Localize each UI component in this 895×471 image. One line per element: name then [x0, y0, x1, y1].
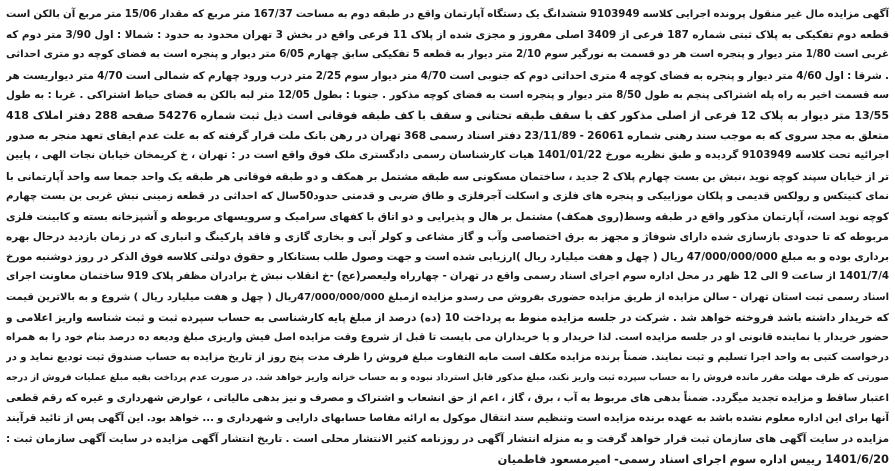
notice-line: درخواست کتبی به واحد اجرا تسلیم و ثبت نمایند. ضمناً برنده مزایده مکلف است مابه التفاوت مبلغ فروش را ظرف مدت پنج روز از تاریخ مزایده به حساب صندوق ثبت تودیع نماید و در — [6, 352, 889, 364]
notice-line: مربوطه که تا حدودی بازسازی شده دارای شوفاژ و مجهز به برق اختصاصی وآب و گاز مشاعی و کولر آبی و بخاری گازی و فاقد پارکینگ و انباری که در زمان بازدید درحال بهره — [6, 231, 889, 244]
notice-line: صورتی که ظرف مهلت مقرر مانده فروش را به حساب سپرده ثبت واریز نکند، مبلغ مذکور قابل استرداد نبوده و به حساب خزانه واریز خواهد شد. در صورت عدم پرداخت بقیه مبلغ عملیات فروش از درجه — [6, 373, 889, 384]
notice-line: اعتبار ساقط و مزایده تجدید میگردد. ضمناً بدهی های مربوط به آب ، برق ، گاز ، اعم از حق انشعاب و اشتراک و مصرف و نیز بدهی مالیاتی ، عوارض شهرداری و غیره که رقم قطعی — [6, 392, 889, 404]
notice-line: قطعه دوم تفکیکی به پلاک ثبتی شماره 187 فرعی از 3409 اصلی مفروز و مجزی شده از پلاک 11 فرعی واقع در بخش 3 تهران محدود به حدود : شمالا : اول 3/90 متر دوم که — [6, 29, 889, 42]
notice-line: آگهی مزایده مال غیر منقول پرونده اجرایی کلاسه 9103949 ششدانگ یک دستگاه آپارتمان واقع در طبقه دوم به مساحت 167/37 متر مربع که مقدار 15/06 متر مربع آن بالکن است — [6, 9, 889, 20]
notice-line: غربی است 1/80 متر دیوار و پنجره است هر دو قسمت به نورگیر سوم 2/10 متر دیوار به قطعه 5 تفکیکی سابق چهارم 6/05 متر دیوار و پنجره است به فضای کوچه دو متری احداثی — [6, 49, 889, 61]
notice-line: مزایده در سایت آگهی های سازمان ثبت قرار خواهد گرفت و به منزله انتشار آگهی در روزنامه کثیر الانتشار محلی است . تاریخ انتشار آگهی مزایده در سایت آگهی سازمان ثبت : — [6, 432, 889, 445]
notice-line: حضور خریدار یا نماینده قانونی او در جلسه مزایده است. لذا خریدار و یا خریداران می بایست تا قبل از شروع وقت مزایده اصل فیش واریزی مبلغ ودیعه ده درصد بنام خود را به همراه — [6, 332, 889, 343]
notice-line: اجرائیه تحت کلاسه 9103949 گردیده و طبق نظریه مورخ 1401/01/22 هیات کارشناسان رسمی دادگستری ملک فوق واقع است در : تهران ، خ کریمخان خیابان نجات الهی ، پایین — [6, 150, 889, 162]
notice-line: برداری بوده و به مبلغ 47/000/000/000 ریال ( چهل و هفت میلیارد ریال )ارزیابی شده است و جهت وصول طلب بستانکار و حقوق دولتی کلاسه فوق الذکر در روز دوشنبه مورخ — [6, 251, 889, 264]
notice-line: اسناد رسمی ثبت استان تهران - سالن مزایده از طریق مزایده حضوری بفروش می رسدو مزایده ازمبلغ 47/000/000/000ریال ( چهل و هفت میلیارد ریال ) شروع و به بالاترین قیمت — [6, 291, 889, 303]
notice-line: . شرقا : اول 4/60 متر دیوار و پنجره به فضای کوچه 4 متری احداثی دوم که جنوبی است 4/70 متر دیوار سوم 2/25 متر درب ورود چهارم که شمالی است 4/70 متر دیواریست هر — [6, 69, 889, 82]
notice-line: آنها برای این اداره معلوم نشده باشد به عهده برنده مزایده است وتنظیم سند انتقال موکول به ارائه مفاصا حسابهای دارایی و شهرداری و ... خواهد بود. این آگهی پس از تائید قرآیند — [6, 412, 889, 424]
notice-line: کوچه نوید است، آپارتمان مذکور واقع در طبقه وسط(روی همکف) مشتمل بر هال و پذیرایی و دو اتاق با کفهای سرامیک و سرویسهای مربوطه و آشپزخانه بسته و کابینت فلزی — [6, 210, 889, 223]
notice-line: 13/55 متر دیوار به پلاک 12 فرعی از اصلی مذکور کف با سقف طبقه تحتانی و سقف با کف طبقه فوقانی است ذیل ثبت شماره 54276 صفحه 288 دفتر املاک 418 — [6, 108, 889, 122]
notice-signature-line: 1401/6/20 رییس اداره سوم اجرای اسناد رسمی- امیرمسعود فاطمیان — [497, 452, 889, 467]
notice-line: تر از خیابان سپند کوچه نوید ،نبش بن بست چهارم پلاک 2 جدید ، ساختمان مسکونی سه طبقه مشتمل بر همکف و دو طبقه فوقانی هر طبقه یک واحد جمعا سه واحد آپارتمانی با — [6, 170, 889, 183]
notice-line: سه قسمت اخیر به راه پله اشتراکی پنجم به طول 8/50 متر دیوار و پنجره است به فضای کوچه مذکور . جنوبا : بطول 12/05 متر لبه بالکن به فضای حیاط اشتراکی . غربا : به طول — [6, 89, 889, 101]
notice-line: متعلق به مجد سروی که به موجب سند رهنی شماره 26061 - 23/11/89 دفتر اسناد رسمی 368 تهران در رهن بانک ملت قرار گرفته که به علت عدم ایفای تعهد منجر به صدور — [6, 130, 889, 143]
notice-line: که خریدار داشته باشد فروخته خواهد شد . شرکت در جلسه مزایده منوط به پرداخت 10 (ده) درصد از مبلغ پایه کارشناسی به حساب سپرده ثبت و ثبت شناسه واریز اعلامی و — [6, 311, 889, 324]
notice-line: نمای کنیتکس و رولکس قدیمی و پلکان موزاییکی و پنجره های فلزی و اسکلت آجرفلزی و طاق ضربی و قدمتی حدود50سال که احداثی در قطعه زمینی نبش غربی بن بست چهارم — [6, 190, 889, 202]
notice-line: 1401/7/4 از ساعت 9 الی 12 ظهر در محل اداره سوم اجرای اسناد رسمی واقع در تهران - چهارراه ولیعصر(عج) -خ انقلاب نبش خ برادران مظفر پلاک 919 ساختمان معاونت اجرای — [6, 271, 889, 283]
